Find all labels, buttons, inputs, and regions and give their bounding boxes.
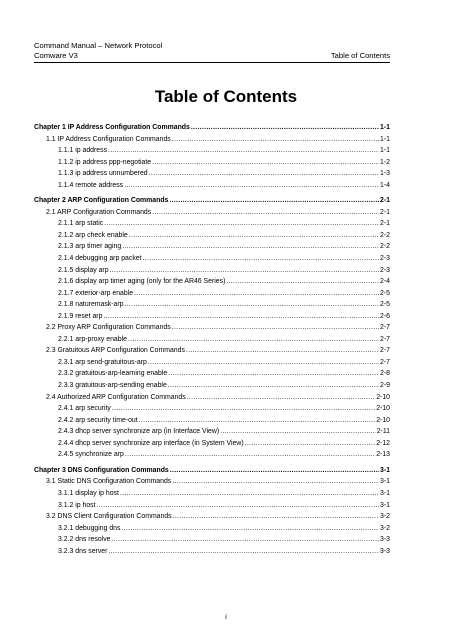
- toc-chapter-entry[interactable]: [34, 195, 390, 207]
- toc-entry-label: Chapter 2 ARP Configuration Commands: [34, 197, 169, 205]
- toc-entry-label: 3.2.3 dns server: [58, 547, 108, 555]
- toc-entry-page: 2-12: [376, 439, 390, 447]
- toc-leader-dots: [134, 288, 379, 300]
- toc-entry-page: 2-11: [376, 428, 390, 436]
- toc-leader-dots: [186, 345, 379, 357]
- toc-subsection-entry[interactable]: [34, 265, 390, 277]
- toc-entry-label: 1.1.3 ip address unnumbered: [58, 170, 148, 178]
- toc-leader-dots: [152, 207, 379, 219]
- section-name: Table of Contents: [330, 50, 390, 60]
- toc-leader-dots: [172, 476, 379, 488]
- toc-entry-page: 2-1: [380, 208, 390, 216]
- toc-chapter-entry[interactable]: [34, 122, 390, 134]
- toc-entry-page: 1-1: [380, 135, 390, 143]
- toc-entry-label: 3.2.2 dns resolve: [58, 536, 111, 544]
- toc-subsection-entry[interactable]: [34, 253, 390, 265]
- toc-section-entry[interactable]: [34, 511, 390, 523]
- page-number: i: [225, 614, 227, 621]
- toc-leader-dots: [108, 546, 379, 558]
- toc-entry-page: 2-7: [380, 358, 390, 366]
- toc-entry-page: 2-10: [376, 416, 390, 424]
- toc-entry-label: 2.1.6 display arp timer aging (only for the AR46 Series): [58, 278, 226, 286]
- toc-subsection-entry[interactable]: [34, 523, 390, 535]
- toc-subsection-entry[interactable]: [34, 488, 390, 500]
- toc-entry-page: 1-3: [380, 170, 390, 178]
- toc-entry-label: 1.1 IP Address Configuration Commands: [46, 135, 171, 143]
- toc-entry-label: 3.2 DNS Client Configuration Commands: [46, 513, 172, 521]
- toc-leader-dots: [128, 334, 379, 346]
- toc-section-entry[interactable]: [34, 345, 390, 357]
- toc-leader-dots: [108, 145, 379, 157]
- toc-section-entry[interactable]: [34, 476, 390, 488]
- toc-entry-page: 2-5: [380, 301, 390, 309]
- toc-entry-label: 2.1.3 arp timer aging: [58, 243, 122, 251]
- toc-chapter-entry[interactable]: [34, 465, 390, 477]
- toc-entry-label: 2.4.2 arp security time-out: [58, 416, 138, 424]
- toc-subsection-entry[interactable]: [34, 368, 390, 380]
- toc-leader-dots: [170, 465, 379, 477]
- toc-section-entry[interactable]: [34, 207, 390, 219]
- toc-leader-dots: [172, 322, 379, 334]
- toc-entry-page: 3-3: [380, 547, 390, 555]
- toc-entry-page: 3-2: [380, 513, 390, 521]
- toc-list: [34, 122, 390, 557]
- toc-leader-dots: [172, 134, 379, 146]
- toc-leader-dots: [125, 299, 380, 311]
- toc-subsection-entry[interactable]: [34, 276, 390, 288]
- toc-leader-dots: [120, 488, 379, 500]
- page-header: [34, 41, 390, 60]
- toc-leader-dots: [149, 168, 379, 180]
- toc-leader-dots: [110, 265, 379, 277]
- toc-subsection-entry[interactable]: [34, 180, 390, 192]
- toc-entry-label: 2.2.1 arp-proxy enable: [58, 335, 127, 343]
- toc-entry-page: 2-7: [380, 347, 390, 355]
- toc-leader-dots: [111, 534, 379, 546]
- toc-section-entry[interactable]: [34, 322, 390, 334]
- toc-leader-dots: [125, 449, 375, 461]
- toc-entry-label: 2.4.4 dhcp server synchronize arp interface (in System View): [58, 439, 244, 447]
- toc-subsection-entry[interactable]: [34, 241, 390, 253]
- toc-leader-dots: [168, 368, 379, 380]
- toc-leader-dots: [122, 241, 379, 253]
- toc-entry-label: 3.1.1 display ip host: [58, 489, 119, 497]
- toc-entry-page: 1-1: [380, 124, 390, 131]
- toc-entry-label: Chapter 1 IP Address Configuration Commands: [34, 124, 190, 131]
- toc-leader-dots: [226, 276, 379, 288]
- toc-subsection-entry[interactable]: [34, 403, 390, 415]
- page-title: Table of Contents: [154, 87, 298, 106]
- toc-leader-dots: [129, 230, 379, 242]
- toc-entry-label: 2.1.4 debugging arp packet: [58, 255, 142, 263]
- toc-subsection-entry[interactable]: [34, 500, 390, 512]
- toc-leader-dots: [139, 415, 376, 427]
- toc-leader-dots: [121, 523, 379, 535]
- toc-entry-page: 2-8: [380, 370, 390, 378]
- toc-leader-dots: [143, 253, 380, 265]
- toc-entry-page: 2-10: [376, 393, 390, 401]
- toc-entry-label: 2.1.5 display arp: [58, 266, 109, 274]
- toc-entry-label: 2.4.5 synchronize arp: [58, 451, 124, 459]
- toc-entry-page: 2-3: [380, 255, 390, 263]
- toc-leader-dots: [168, 380, 379, 392]
- toc-leader-dots: [245, 438, 376, 450]
- toc-section-entry[interactable]: [34, 392, 390, 404]
- toc-entry-page: 2-7: [380, 335, 390, 343]
- toc-entry-label: Chapter 3 DNS Configuration Commands: [34, 466, 169, 474]
- toc-entry-page: 3-1: [380, 489, 390, 497]
- toc-subsection-entry[interactable]: [34, 299, 390, 311]
- toc-entry-page: 2-9: [380, 382, 390, 390]
- toc-leader-dots: [124, 180, 379, 192]
- toc-entry-label: 2.3.1 arp send-gratuitous-arp: [58, 358, 147, 366]
- toc-entry-page: 2-2: [380, 243, 390, 251]
- toc-entry-page: 2-1: [380, 220, 390, 228]
- toc-subsection-entry[interactable]: [34, 311, 390, 323]
- header-rule: [34, 62, 390, 63]
- toc-entry-label: 2.3.3 gratuitous-arp-sending enable: [58, 382, 167, 390]
- toc-entry-label: 2.1.7 exterior-arp enable: [58, 289, 134, 297]
- toc-leader-dots: [220, 426, 376, 438]
- toc-leader-dots: [112, 403, 375, 415]
- toc-entry-page: 3-2: [380, 524, 390, 532]
- toc-leader-dots: [173, 511, 379, 523]
- toc-entry-page: 2-2: [380, 231, 390, 239]
- header-row: [34, 51, 390, 61]
- toc-leader-dots: [169, 195, 379, 207]
- toc-entry-page: 2-5: [380, 289, 390, 297]
- toc-leader-dots: [97, 500, 379, 512]
- toc-subsection-entry[interactable]: [34, 218, 390, 230]
- toc-entry-label: 2.1.1 arp static: [58, 220, 104, 228]
- toc-leader-dots: [103, 311, 379, 323]
- toc-leader-dots: [191, 122, 379, 134]
- toc-entry-page: 3-1: [380, 501, 390, 509]
- manual-title: Command Manual – Network Protocol: [34, 41, 163, 50]
- toc-subsection-entry[interactable]: [34, 357, 390, 369]
- toc-entry-label: 2.1 ARP Configuration Commands: [46, 208, 152, 216]
- toc-leader-dots: [187, 392, 376, 404]
- toc-subsection-entry[interactable]: [34, 546, 390, 558]
- toc-entry-page: 3-1: [380, 466, 390, 474]
- toc-entry-page: 2-10: [376, 405, 390, 413]
- toc-subsection-entry[interactable]: [34, 157, 390, 169]
- toc-entry-label: 3.2.1 debugging dns: [58, 524, 121, 532]
- toc-entry-label: 3.1 Static DNS Configuration Commands: [46, 478, 172, 486]
- toc-section-entry[interactable]: [34, 134, 390, 146]
- toc-entry-page: 1-4: [380, 181, 390, 189]
- toc-entry-page: 1-1: [380, 147, 390, 155]
- toc-entry-label: 1.1.1 ip address: [58, 147, 108, 155]
- toc-entry-page: 2-7: [380, 324, 390, 332]
- toc-entry-page: 1-2: [380, 158, 390, 166]
- toc-entry-label: 2.4.1 arp security: [58, 405, 111, 413]
- toc-leader-dots: [104, 218, 379, 230]
- toc-entry-label: 2.4.3 dhcp server synchronize arp (in Interface View): [58, 428, 220, 436]
- toc-subsection-entry[interactable]: [34, 380, 390, 392]
- toc-subsection-entry[interactable]: [34, 168, 390, 180]
- toc-entry-label: 2.4 Authorized ARP Configuration Commands: [46, 393, 186, 401]
- toc-leader-dots: [152, 157, 379, 169]
- toc-entry-label: 2.3.2 gratuitous-arp-learning enable: [58, 370, 168, 378]
- toc-leader-dots: [148, 357, 379, 369]
- toc-subsection-entry[interactable]: [34, 449, 390, 461]
- toc-entry-label: 2.3 Gratuitous ARP Configuration Commands: [46, 347, 185, 355]
- toc-entry-label: 2.1.9 reset arp: [58, 312, 103, 320]
- toc-entry-page: 2-1: [380, 197, 390, 205]
- toc-entry-label: 1.1.2 ip address ppp-negotiate: [58, 158, 152, 166]
- toc-subsection-entry[interactable]: [34, 438, 390, 450]
- toc-subsection-entry[interactable]: [34, 230, 390, 242]
- toc-entry-page: 3-1: [380, 478, 390, 486]
- toc-subsection-entry[interactable]: [34, 145, 390, 157]
- toc-entry-label: 2.2 Proxy ARP Configuration Commands: [46, 324, 171, 332]
- toc-entry-label: 3.1.2 ip host: [58, 501, 96, 509]
- toc-subsection-entry[interactable]: [34, 426, 390, 438]
- product-name: Comware V3: [34, 50, 78, 60]
- toc-entry-page: 3-3: [380, 536, 390, 544]
- toc-subsection-entry[interactable]: [34, 415, 390, 427]
- toc-subsection-entry[interactable]: [34, 334, 390, 346]
- toc-entry-page: 2-4: [380, 278, 390, 286]
- toc-entry-page: 2-3: [380, 266, 390, 274]
- toc-entry-label: 1.1.4 remote address: [58, 181, 124, 189]
- toc-entry-label: 2.1.8 naturemask-arp: [58, 301, 124, 309]
- toc-subsection-entry[interactable]: [34, 288, 390, 300]
- toc-entry-page: 2-13: [376, 451, 390, 459]
- toc-entry-page: 2-6: [380, 312, 390, 320]
- toc-entry-label: 2.1.2 arp check enable: [58, 231, 128, 239]
- toc-subsection-entry[interactable]: [34, 534, 390, 546]
